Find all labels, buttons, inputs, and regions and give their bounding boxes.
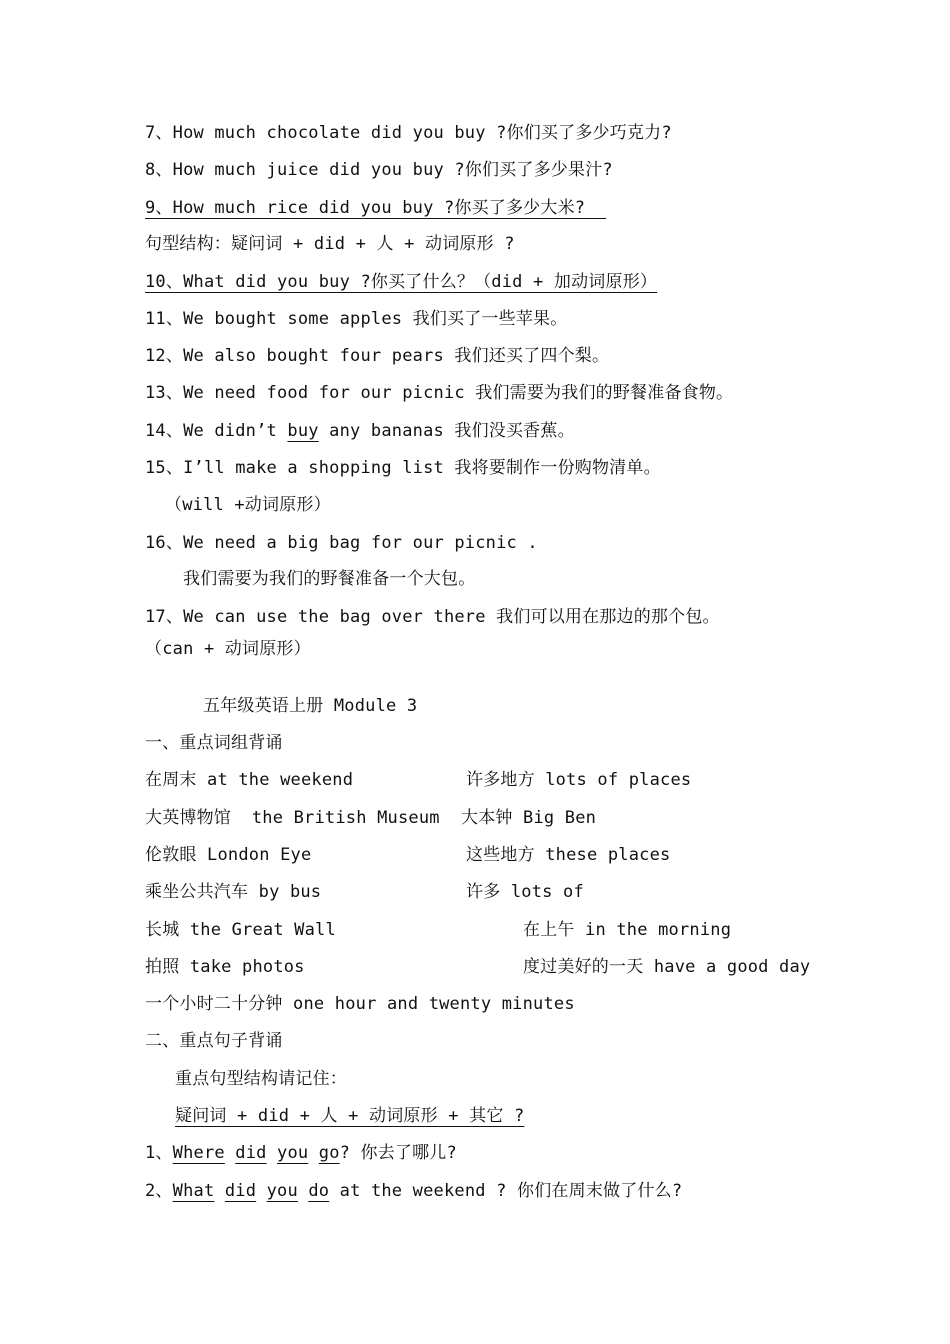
sentence-14-end: any bananas 我们没买香蕉。 [318,421,575,441]
sentence-15: 15、I’ll make a shopping list 我将要制作一份购物清单。 [145,458,661,478]
word-go: go [318,1143,340,1163]
phrase-right: 度过美好的一天 have a good day [523,957,811,977]
phrase-left: 伦敦眼 London Eye [145,845,312,865]
phrase-right: 这些地方 these places [466,845,671,865]
sentence-17-note: （can + 动词原形） [145,639,311,659]
question-2 [145,1179,682,1203]
sentence-7: 7、How much chocolate did you buy ?你们买了多少巧克力? [145,123,672,143]
question-2-rest: at the weekend ? 你们在周末做了什么? [329,1181,683,1201]
phrase-left: 在周末 at the weekend [145,770,354,790]
word-did: did [235,1143,267,1163]
word-do: do [308,1181,330,1201]
sentence-13: 13、We need food for our picnic 我们需要为我们的野餐准备食物。 [145,383,734,403]
module-title: 五年级英语上册 Module 3 [203,696,418,716]
phrase-left: 长城 the Great Wall [145,920,336,940]
phrase-right: 在上午 in the morning [523,920,732,940]
question-1 [145,1141,457,1165]
question-2-number: 2、 [145,1181,173,1201]
sentence-14-buy: buy [287,421,319,441]
word-you: you [277,1143,309,1163]
section-phrases-heading: 一、重点词组背诵 [145,733,283,753]
word-where: Where [172,1143,225,1163]
sentence-9: 9、How much rice did you buy ?你买了多少大米? [145,198,607,218]
sentence-11: 11、We bought some apples 我们买了一些苹果。 [145,309,568,329]
phrase-right: 许多地方 lots of places [466,770,692,790]
sentence-16-translation: 我们需要为我们的野餐准备一个大包。 [183,569,476,589]
sentence-14-start: 14、We didn’t [145,421,288,441]
sentence-pattern: 疑问词 + did + 人 + 动词原形 + 其它 ? [175,1106,525,1126]
sentence-12: 12、We also bought four pears 我们还买了四个梨。 [145,346,610,366]
word-did: did [224,1181,257,1201]
phrase-right: 许多 lots of [466,882,584,902]
word-what: What [172,1181,215,1201]
sentence-16: 16、We need a big bag for our picnic . [145,533,538,553]
sentence-10: 10、What did you buy ?你买了什么？（did + 加动词原形） [145,272,658,292]
phrase-right: 大本钟 Big Ben [461,808,597,828]
word-you: you [266,1181,298,1201]
section-sentences-heading: 二、重点句子背诵 [145,1031,283,1051]
phrase-left: 乘坐公共汽车 by bus [145,882,322,902]
remember-note: 重点句型结构请记住： [175,1069,347,1089]
question-1-rest: ? 你去了哪儿? [339,1143,457,1163]
sentence-14 [145,419,575,443]
phrase-left: 大英博物馆 the British Museum [145,808,440,828]
sentence-17: 17、We can use the bag over there 我们可以用在那边的那个包。 [145,607,720,627]
sentence-15-note: （will +动词原形） [165,495,331,515]
phrase-left: 一个小时二十分钟 one hour and twenty minutes [145,994,575,1014]
phrase-left: 拍照 take photos [145,957,305,977]
pattern-structure: 句型结构：疑问词 + did + 人 + 动词原形 ? [145,234,515,254]
sentence-8: 8、How much juice did you buy ?你们买了多少果汁? [145,160,613,180]
question-1-number: 1、 [145,1143,173,1163]
